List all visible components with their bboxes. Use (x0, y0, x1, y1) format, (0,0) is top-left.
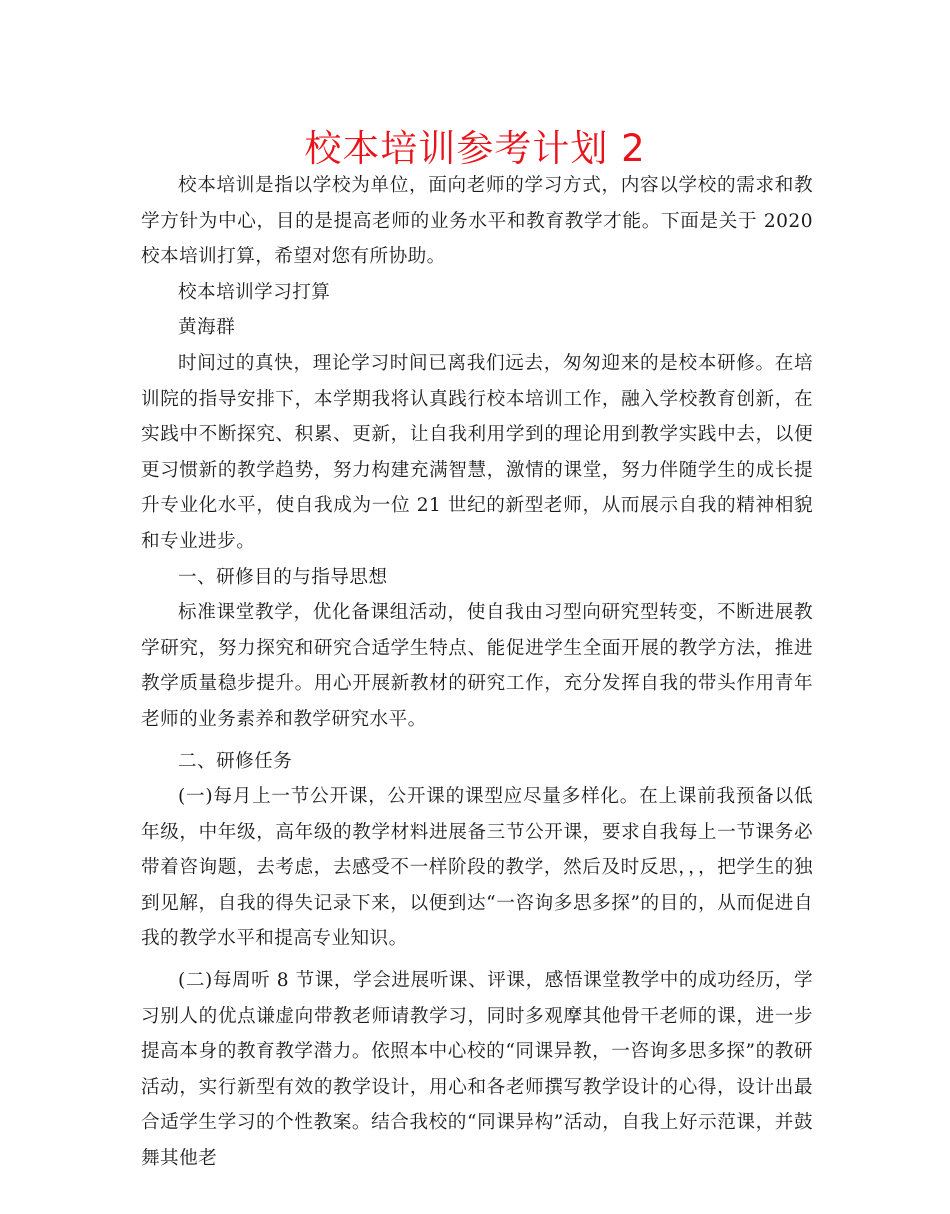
body-paragraph: 时间过的真快，理论学习时间已离我们远去，匆匆迎来的是校本研修。在培训院的指导安排下，本学期我将认真践行校本培训工作，融入学校教育创新，在实践中不断探究、积累、更新，让自我利用学到的理论用到教学实践中去，以便更习惯新的教学趋势，努力构建充满智慧，激情的课堂，努力伴随学生的成长提升专业化水平，使自我成为一位 21 世纪的新型老师，从而展示自我的精神相貌和专业进步。 (141, 352, 813, 552)
document-body (141, 168, 813, 1177)
body-paragraph: (二)每周听 8 节课，学会进展听课、评课，感悟课堂教学中的成功经历，学习别人的优点谦虚向带教老师请教学习，同时多观摩其他骨干老师的课，进一步提高本身的教育教学潜力。依照本中心校的“同课异教，一咨询多思多探”的教研活动，实行新型有效的教学设计，用心和各老师撰写教学设计的心得，设计出最合适学生学习的个性教案。结合我校的“同课异构”活动，自我上好示范课，并鼓舞其他老 (141, 970, 813, 1170)
section-heading: 一、研修目的与指导思想 (178, 566, 388, 588)
author-name: 黄海群 (178, 317, 236, 339)
body-paragraph: (一)每月上一节公开课，公开课的课型应尽量多样化。在上课前我预备以低年级，中年级，高年级的教学材料进展备三节公开课，要求自我每上一节课务必带着咨询题，去考虑，去感受不一样阶段的教学，然后及时反思，，，把学生的独到见解，自我的得失记录下来，以便到达“一咨询多思多探”的目的，从而促进自我的教学水平和提高专业知识。 (141, 786, 813, 950)
document-title: 校本培训参考计划 2 (304, 127, 646, 170)
section-heading: 二、研修任务 (178, 750, 293, 772)
section-title: 校本培训学习打算 (178, 281, 331, 303)
body-paragraph: 标准课堂教学，优化备课组活动，使自我由习型向研究型转变，不断进展教学研究，努力探究和研究合适学生特点、能促进学生全面开展的教学方法，推进教学质量稳步提升。用心开展新教材的研究工作，充分发挥自我的带头作用青年老师的业务素养和教学研究水平。 (141, 602, 813, 730)
intro-paragraph: 校本培训是指以学校为单位，面向老师的学习方式，内容以学校的需求和教学方针为中心，目的是提高老师的业务水平和教育教学才能。下面是关于 2020 校本培训打算，希望对您有所协助。 (141, 175, 813, 268)
